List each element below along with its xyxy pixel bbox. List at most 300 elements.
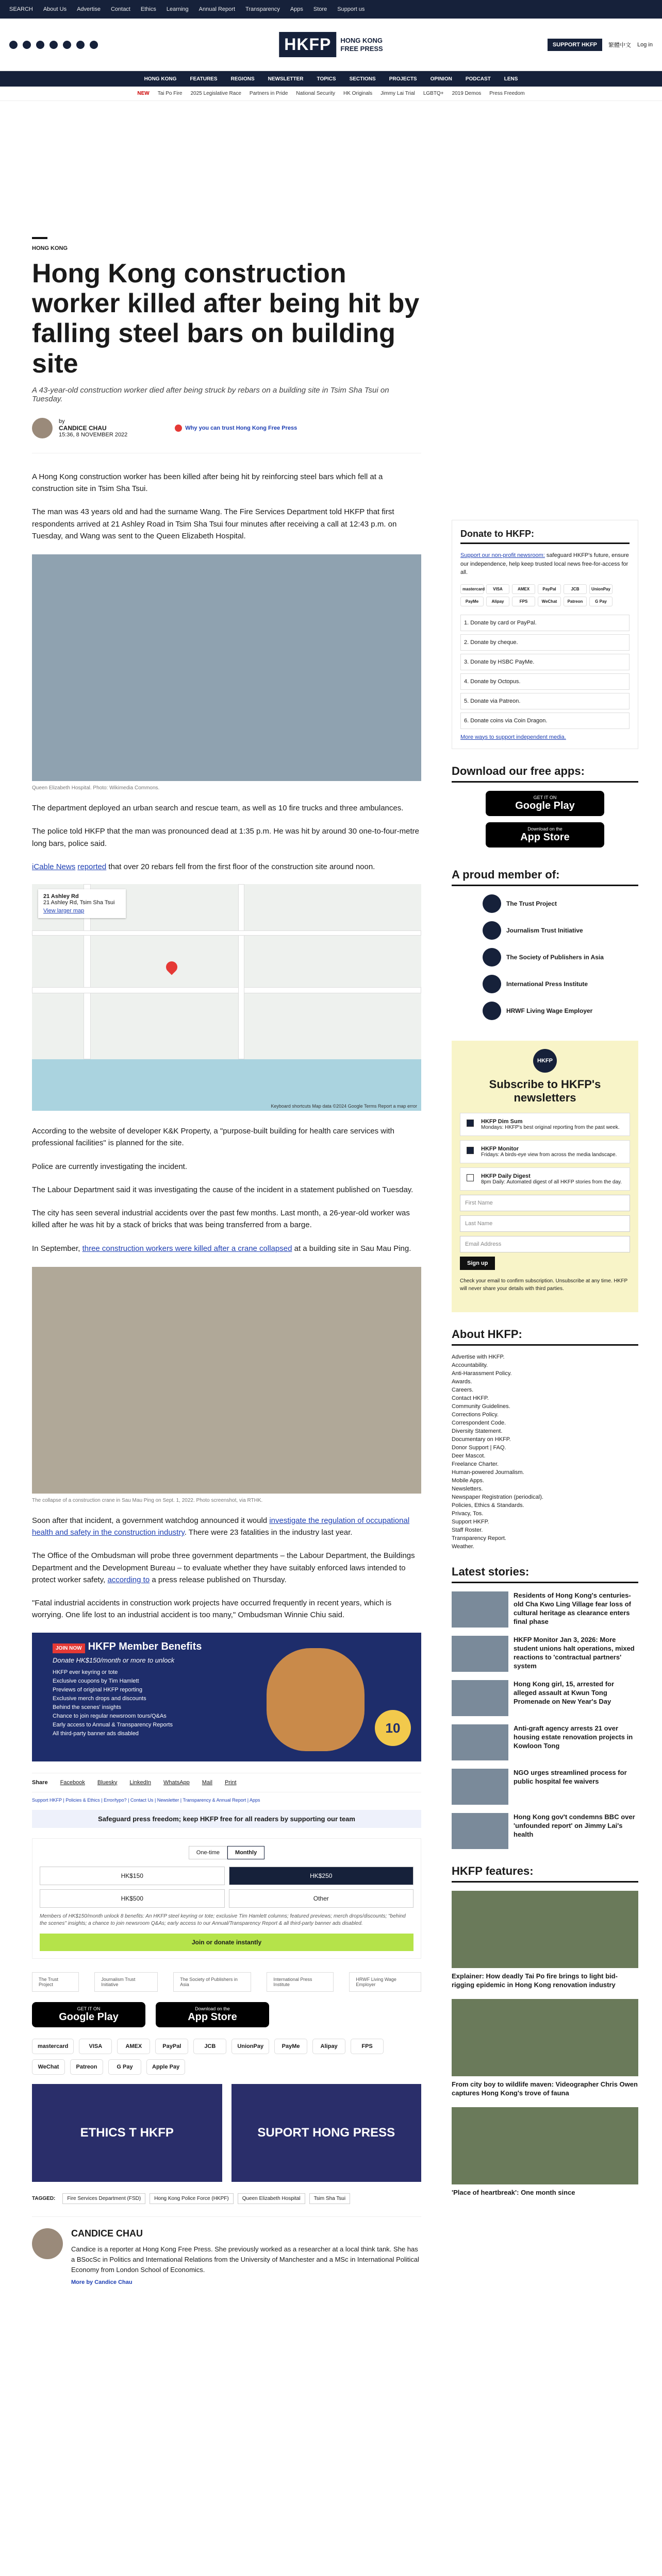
join-now-badge[interactable]: JOIN NOW — [53, 1643, 85, 1653]
paragraph-text: The Office of the Ombudsman will probe three government departments – the Labour Department, the Buildings Department and the Development Bureau – to evaluate whether they have suitably enforced laws intended to protect worker safety, — [32, 1551, 415, 1584]
topbar-link[interactable]: Annual Report — [198, 6, 235, 12]
member-icon — [483, 921, 501, 940]
paragraph: Police are currently investigating the incident. — [32, 1162, 187, 1171]
paragraph — [32, 1515, 421, 1539]
embedded-map[interactable] — [32, 884, 421, 1111]
paragraph: The police told HKFP that the man was pronounced dead at 1:35 p.m. He was hit by around 30 one-to-four-metre long bars, police said. — [32, 827, 419, 848]
support-callout[interactable]: Safeguard press freedom; keep HKFP free for all readers by supporting our team — [32, 1810, 421, 1828]
paragraph-text: that over 20 rebars fell from the first floor of the construction site around noon. — [106, 862, 375, 871]
newsletter-option[interactable] — [460, 1167, 630, 1191]
topbar-link[interactable]: Learning — [166, 6, 189, 12]
about-link[interactable]: Corrections Policy. — [452, 1412, 499, 1418]
topbar-link[interactable]: Ethics — [140, 6, 156, 12]
badge-small-text: GET IT ON — [77, 2006, 101, 2011]
map-address: 21 Ashley Rd, Tsim Sha Tsui — [43, 900, 115, 906]
trending-link[interactable]: HK Originals — [343, 91, 373, 96]
donate-option[interactable]: 3. Donate by HSBC PayMe. — [460, 654, 630, 670]
signup-button[interactable]: Sign up — [460, 1257, 495, 1270]
about-link[interactable]: Deer Mascot. — [452, 1453, 486, 1460]
story-thumbnail — [452, 1591, 508, 1628]
feature-item[interactable] — [452, 1891, 638, 1990]
payment-logo: PayPal — [155, 2039, 188, 2054]
about-link[interactable]: Careers. — [452, 1387, 474, 1394]
newsletter-title: Subscribe to HKFP's newsletters — [489, 1077, 601, 1104]
byline-prefix: by — [59, 418, 65, 425]
search-link[interactable]: SEARCH — [9, 6, 33, 12]
story-headline: Hong Kong gov't condemns BBC over 'unfounded report' on Jimmy Lai's health — [514, 1813, 635, 1839]
partner-logo[interactable]: Journalism Trust Initiative — [94, 1972, 158, 1992]
top-utility-bar — [0, 0, 662, 19]
about-link[interactable]: Privacy, Tos. — [452, 1511, 484, 1517]
google-play-button[interactable] — [32, 2002, 145, 2027]
member-icon — [483, 948, 501, 967]
about-link[interactable]: Anti-Harassment Policy. — [452, 1370, 512, 1377]
app-store-button[interactable] — [156, 2002, 269, 2027]
share-mail[interactable]: Mail — [202, 1779, 212, 1786]
facebook-icon[interactable] — [9, 41, 18, 49]
author-name[interactable]: CANDICE CHAU — [59, 424, 107, 432]
more-by-author-link[interactable]: More by Candice Chau — [71, 2279, 133, 2286]
paragraph-text: Soon after that incident, a government watchdog announced it would — [32, 1516, 270, 1525]
language-link[interactable]: 繁體中文 — [608, 42, 632, 48]
share-label: Share — [32, 1779, 48, 1786]
benefit-item: Behind the scenes' insights — [53, 1704, 121, 1710]
donate-text — [460, 551, 630, 577]
share-bar — [32, 1773, 421, 1792]
payment-logo: UnionPay — [589, 584, 613, 594]
story-headline: Residents of Hong Kong's centuries-old Cha Kwo Ling Village fear loss of cultural heritage as clearance enters final phase — [514, 1591, 632, 1625]
donate-option[interactable]: 4. Donate by Octopus. — [460, 673, 630, 690]
nav-item[interactable]: OPINION — [430, 76, 452, 82]
about-link[interactable]: Accountability. — [452, 1362, 488, 1369]
new-badge: NEW — [137, 91, 150, 96]
trending-link[interactable]: Jimmy Lai Trial — [380, 91, 415, 96]
support-banner[interactable]: SUPORT HONG PRESS — [231, 2084, 422, 2182]
amount-option[interactable]: Other — [229, 1889, 414, 1908]
payment-logo: Apple Pay — [146, 2059, 185, 2075]
paragraph: The city has seen several industrial accidents over the past few months. Last month, a 26-year-old worker was killed after he was hit by a stack of bricks that was being transferred from a barge. — [32, 1209, 410, 1230]
frequency-toggle — [40, 1846, 413, 1859]
benefit-item: Chance to join regular newsroom tours/Q&As — [53, 1713, 167, 1719]
amount-options — [40, 1867, 413, 1908]
payment-logo: JCB — [564, 584, 587, 594]
donate-option[interactable]: 5. Donate via Patreon. — [460, 693, 630, 709]
benefit-item: Exclusive merch drops and discounts — [53, 1695, 146, 1702]
badge-small-text: Download on the — [195, 2006, 230, 2011]
more-ways-link[interactable]: More ways to support independent media. — [460, 734, 566, 740]
about-link[interactable]: Human-powered Journalism. — [452, 1469, 524, 1476]
donate-description: safeguard HKFP's future, ensure our independence, help keep trusted local news free-for-access for all. — [460, 552, 629, 575]
partner-logo[interactable]: HRWF Living Wage Employer — [349, 1972, 421, 1992]
story-item[interactable] — [452, 1813, 638, 1849]
bluesky-icon[interactable] — [90, 41, 98, 49]
logo-line: FREE PRESS — [340, 44, 383, 53]
story-headline: NGO urges streamlined process for public hospital fee waivers — [514, 1769, 627, 1786]
photo-caption: The collapse of a construction crane in Sau Mau Ping on Sept. 1, 2022. Photo screenshot, via RTHK. — [32, 1497, 263, 1503]
publish-date: 15:36, 8 NOVEMBER 2022 — [59, 431, 128, 438]
story-thumbnail — [452, 1724, 508, 1760]
payment-logo: mastercard — [32, 2039, 74, 2054]
member-label: HRWF Living Wage Employer — [506, 1007, 593, 1014]
member-label: The Society of Publishers in Asia — [506, 953, 604, 961]
share-facebook[interactable]: Facebook — [60, 1779, 85, 1786]
hkfp-badge-icon — [175, 425, 182, 432]
donate-link[interactable]: Support our non-profit newsroom: — [460, 552, 545, 558]
payment-logo: FPS — [512, 597, 535, 606]
payment-logo: WeChat — [538, 597, 561, 606]
author-box — [32, 2216, 421, 2285]
anniversary-badge: 10 — [375, 1710, 411, 1746]
ethics-banner[interactable]: ETHICS T HKFP — [32, 2084, 222, 2182]
checkbox-checked[interactable] — [467, 1120, 474, 1127]
newsletter-option[interactable] — [460, 1140, 630, 1163]
social-icons — [9, 41, 98, 49]
about-link[interactable]: Advertise with HKFP. — [452, 1354, 505, 1361]
share-print[interactable]: Print — [224, 1779, 237, 1786]
sidebar — [452, 520, 638, 2207]
nav-item[interactable]: PODCAST — [465, 76, 491, 82]
payment-logo: JCB — [193, 2039, 226, 2054]
member-icon — [483, 1002, 501, 1020]
feature-item[interactable] — [452, 1999, 638, 2098]
apps-title: Download our free apps: — [452, 765, 638, 783]
topbar-link[interactable]: Advertise — [77, 6, 101, 12]
member-icon — [483, 975, 501, 993]
map-info-card — [38, 889, 126, 918]
badge-label: App Store — [520, 831, 570, 843]
about-link[interactable]: Newspaper Registration (periodical). — [452, 1494, 543, 1501]
payment-logo: G Pay — [108, 2059, 141, 2075]
story-headline: Anti-graft agency arrests 21 over housing estate renovation projects in Kowloon Tong — [514, 1724, 633, 1750]
topbar-link[interactable]: Apps — [290, 6, 303, 12]
photo-caption: Queen Elizabeth Hospital. Photo: Wikimedia Commons. — [32, 785, 160, 791]
join-donate-button[interactable]: Join or donate instantly — [40, 1934, 413, 1951]
benefit-item: Exclusive coupons by Tim Hamlett — [53, 1677, 139, 1684]
member-logo[interactable] — [483, 1002, 638, 1020]
story-thumbnail — [452, 1636, 508, 1672]
partner-logos — [32, 1972, 421, 1992]
topbar-link[interactable]: Store — [313, 6, 327, 12]
article-lede: A 43-year-old construction worker died after being struck by rebars on a building site in Tsim Sha Tsui on Tuesday. — [32, 385, 389, 403]
hospital-photo — [32, 554, 421, 781]
payment-logo: WeChat — [32, 2059, 65, 2075]
payment-logo: VISA — [486, 584, 509, 594]
newsletter-desc: Mondays: HKFP's best original reporting from the past week. — [481, 1125, 620, 1131]
article-footer-links[interactable]: Support HKFP | Policies & Ethics | Error/typo? | Contact Us | Newsletter | Transparency & Annual Report | Apps — [32, 1797, 260, 1803]
newsletter-name: HKFP Daily Digest — [481, 1173, 531, 1180]
divider — [32, 237, 47, 239]
trust-link[interactable] — [175, 425, 297, 432]
trust-link-label: Why you can trust Hong Kong Free Press — [185, 425, 297, 431]
trending-link[interactable]: 2025 Legislative Race — [190, 91, 241, 96]
app-store-button[interactable] — [486, 822, 604, 848]
support-button[interactable]: SUPPORT HKFP — [548, 39, 602, 51]
payment-logo: Patreon — [564, 597, 587, 606]
payment-logo: Patreon — [70, 2059, 103, 2075]
newsletter-logo: HKFP — [533, 1049, 557, 1073]
about-link[interactable]: Community Guidelines. — [452, 1403, 510, 1410]
donate-title: Donate to HKFP: — [460, 529, 630, 544]
payment-logo: PayMe — [460, 597, 484, 606]
badge-label: Google Play — [515, 800, 575, 811]
paragraph-text: at a building site in Sau Mau Ping. — [292, 1244, 411, 1253]
feature-image — [452, 1891, 638, 1968]
member-logo[interactable] — [483, 948, 638, 967]
map-road — [238, 884, 244, 1059]
paragraph: "Fatal industrial accidents in construction work projects have occurred frequently in recent years, which is worrying. One life lost to an industrial accident is too many," Ombudsman Winnie Chiu said. — [32, 1599, 392, 1620]
newsletter-name: HKFP Dim Sum — [481, 1118, 523, 1125]
promo-banners — [32, 2084, 421, 2182]
paragraph-text: In September, — [32, 1244, 82, 1253]
paragraph: The man was 43 years old and had the surname Wang. The Fire Services Department told HKFP that first respondents arrived at 21 Ashley Road in Tsim Sha Tsui four minutes after receiving a call at 12:43 p.m. on Tuesday, and Wang was sent to the Queen Elizabeth Hospital. — [32, 507, 397, 540]
badge-label: App Store — [188, 2011, 237, 2023]
member-logo[interactable] — [483, 975, 638, 993]
checkbox[interactable] — [467, 1174, 474, 1181]
member-title: A proud member of: — [452, 868, 638, 886]
map-larger-link[interactable]: View larger map — [43, 908, 85, 914]
paragraph: A Hong Kong construction worker has been killed after being hit by reinforcing steel bars which fell at a construction site in Tsim Sha Tsui. — [32, 472, 383, 494]
nav-item[interactable]: REGIONS — [230, 76, 255, 82]
deer-mascot — [267, 1648, 365, 1751]
benefit-item: HKFP ever keyring or tote — [53, 1669, 118, 1675]
about-link[interactable]: Weather. — [452, 1544, 474, 1550]
map-road — [32, 987, 421, 993]
membership-subtitle: Donate HK$150/month or more to unlock — [53, 1656, 175, 1664]
inline-link[interactable]: reported — [77, 862, 107, 871]
donate-option[interactable]: 1. Donate by card or PayPal. — [460, 615, 630, 631]
donate-panel — [452, 520, 638, 749]
member-logo[interactable] — [483, 894, 638, 913]
partner-logo[interactable]: The Society of Publishers in Asia — [173, 1972, 251, 1992]
amount-option[interactable]: HK$150 — [40, 1867, 225, 1885]
story-item[interactable] — [452, 1769, 638, 1805]
about-link[interactable]: Staff Roster. — [452, 1527, 483, 1534]
app-store-buttons — [32, 2002, 421, 2027]
story-thumbnail — [452, 1769, 508, 1805]
membership-title: HKFP Member Benefits — [88, 1640, 202, 1652]
newsletter-desc: 8pm Daily: Automated digest of all HKFP stories from the day. — [481, 1179, 622, 1185]
trending-link[interactable]: Partners in Pride — [249, 91, 288, 96]
badge-small-text: Download on the — [527, 826, 562, 832]
paragraph-text: . There were 23 fatalities in the industry last year. — [184, 1528, 353, 1537]
crane-collapse-photo — [32, 1267, 421, 1494]
trending-link[interactable]: National Security — [296, 91, 335, 96]
payment-logo: Alipay — [486, 597, 509, 606]
badge-label: Google Play — [59, 2011, 119, 2023]
first-name-field[interactable]: First Name — [460, 1195, 630, 1211]
tag[interactable]: Fire Services Department (FSD) — [62, 2193, 145, 2204]
newsletter-signup — [452, 1041, 638, 1313]
latest-title: Latest stories: — [452, 1565, 638, 1583]
map-place-name: 21 Ashley Rd — [43, 893, 79, 900]
payment-logo: AMEX — [117, 2039, 150, 2054]
trending-link[interactable]: Tai Po Fire — [157, 91, 183, 96]
about-link[interactable]: Policies, Ethics & Standards. — [452, 1502, 524, 1509]
trending-bar — [0, 87, 662, 101]
newsletter-desc: Fridays: A birds-eye view from across the media landscape. — [481, 1152, 617, 1158]
payment-logo: mastercard — [460, 584, 484, 594]
amount-option[interactable]: HK$500 — [40, 1889, 225, 1908]
site-header — [0, 19, 662, 71]
payment-methods — [32, 2039, 421, 2075]
payment-logo: FPS — [351, 2039, 384, 2054]
newsletter-option[interactable] — [460, 1113, 630, 1136]
linkedin-icon[interactable] — [63, 41, 71, 49]
story-item[interactable] — [452, 1636, 638, 1672]
inline-link[interactable]: investigate the regulation of occupational health and safety in the construction industry — [32, 1516, 410, 1537]
main-nav — [0, 71, 662, 87]
map-pin-icon[interactable] — [163, 959, 179, 975]
one-time-tab[interactable]: One-time — [189, 1846, 227, 1859]
feature-headline: 'Place of heartbreak': One month since — [452, 2188, 575, 2196]
login-link[interactable]: Log in — [637, 41, 653, 48]
article-title: Hong Kong construction worker killed after being hit by falling steel bars on building site — [32, 259, 420, 379]
payment-logo: AMEX — [512, 584, 535, 594]
feature-headline: Explainer: How deadly Tai Po fire brings to light bid-rigging epidemic in Hong Kong renovation industry — [452, 1972, 618, 1989]
paragraph — [32, 861, 421, 873]
email-field[interactable]: Email Address — [460, 1236, 630, 1252]
trending-link[interactable]: Press Freedom — [489, 91, 525, 96]
paragraph — [32, 1243, 421, 1255]
feature-item[interactable] — [452, 2107, 638, 2197]
member-logo[interactable] — [483, 921, 638, 940]
about-link[interactable]: Documentary on HKFP. — [452, 1436, 511, 1443]
google-play-button[interactable] — [486, 791, 604, 816]
story-headline: HKFP Monitor Jan 3, 2026: More student unions halt operations, mixed reactions to 'contractual partners' system — [514, 1636, 635, 1670]
author-box-name[interactable]: CANDICE CHAU — [71, 2228, 143, 2239]
benefit-item: All third-party banner ads disabled — [53, 1730, 139, 1737]
about-link[interactable]: Awards. — [452, 1379, 472, 1385]
share-bluesky[interactable]: Bluesky — [97, 1779, 118, 1786]
trending-link[interactable]: LGBTQ+ — [423, 91, 444, 96]
x-icon[interactable] — [23, 41, 31, 49]
story-headline: Hong Kong girl, 15, arrested for alleged assault at Kwun Tong Promenade on New Year's Day — [514, 1680, 615, 1706]
nav-item[interactable]: HONG KONG — [144, 76, 177, 82]
feature-image — [452, 2107, 638, 2184]
article-column — [32, 237, 421, 2285]
paragraph-text: a press release published on Thursday. — [150, 1575, 287, 1584]
topbar-link[interactable]: Support us — [337, 6, 365, 12]
donate-option[interactable]: 6. Donate coins via Coin Dragon. — [460, 713, 630, 729]
nav-item[interactable]: LENS — [504, 76, 518, 82]
topbar-link[interactable]: Contact — [110, 6, 130, 12]
about-link[interactable]: Newsletters. — [452, 1486, 483, 1493]
tag[interactable]: Tsim Sha Tsui — [309, 2193, 351, 2204]
feature-image — [452, 1999, 638, 2076]
paragraph: According to the website of developer K&K Property, a "purpose-built building for health care services with professional facilities" is planned for the site. — [32, 1127, 394, 1148]
tag-list — [32, 2193, 421, 2204]
partner-logo[interactable]: International Press Institute — [267, 1972, 334, 1992]
author-avatar[interactable] — [32, 418, 53, 438]
author-avatar[interactable] — [32, 2228, 63, 2259]
nav-item[interactable]: FEATURES — [190, 76, 218, 82]
author-bio: Candice is a reporter at Hong Kong Free Press. She previously worked as a researcher at a local think tank. She has a BSocSc in Politics and International Relations from the University of Manchester and a MSc in International Political Economy from London School of Economics. — [71, 2245, 419, 2274]
last-name-field[interactable]: Last Name — [460, 1215, 630, 1232]
nav-item[interactable]: PROJECTS — [389, 76, 417, 82]
payment-logos — [460, 584, 630, 606]
topbar-link[interactable]: About Us — [43, 6, 67, 12]
about-link[interactable]: Mobile Apps. — [452, 1478, 484, 1484]
member-label: Journalism Trust Initiative — [506, 926, 583, 934]
story-item[interactable] — [452, 1724, 638, 1760]
instagram-icon[interactable] — [36, 41, 44, 49]
membership-banner[interactable] — [32, 1633, 421, 1761]
trending-link[interactable]: 2019 Demos — [452, 91, 482, 96]
feature-headline: From city boy to wildlife maven: Videographer Chris Owen captures Hong Kong's trove of fauna — [452, 2080, 638, 2097]
story-thumbnail — [452, 1813, 508, 1849]
about-link[interactable]: Contact HKFP. — [452, 1395, 489, 1402]
about-link[interactable]: Freelance Charter. — [452, 1461, 499, 1468]
share-linkedin[interactable]: LinkedIn — [129, 1779, 152, 1786]
inline-link[interactable]: three construction workers were killed after a crane collapsed — [82, 1244, 292, 1253]
about-link[interactable]: Support HKFP. — [452, 1519, 489, 1526]
donate-option[interactable]: 2. Donate by cheque. — [460, 634, 630, 651]
about-link[interactable]: Diversity Statement. — [452, 1428, 503, 1435]
inline-link[interactable]: according to — [107, 1575, 150, 1584]
paragraph: The Labour Department said it was investigating the cause of the incident in a statement published on Tuesday. — [32, 1185, 413, 1194]
story-item[interactable] — [452, 1680, 638, 1716]
nav-item[interactable]: NEWSLETTER — [268, 76, 304, 82]
benefit-item: Early access to Annual & Transparency Reports — [53, 1721, 173, 1728]
payment-logo: PayMe — [274, 2039, 307, 2054]
partner-logo[interactable]: The Trust Project — [32, 1972, 79, 1992]
paragraph: The department deployed an urban search and rescue team, as well as 10 fire trucks and three ambulances. — [32, 804, 404, 813]
about-title: About HKFP: — [452, 1328, 638, 1346]
member-label: International Press Institute — [506, 980, 588, 988]
harbour-water — [32, 1059, 421, 1111]
newsletter-note: Check your email to confirm subscription. Unsubscribe at any time. HKFP will never share your details with third parties. — [460, 1278, 627, 1292]
badge-small-text: GET IT ON — [533, 794, 557, 800]
amount-option-selected[interactable]: HK$250 — [229, 1867, 414, 1885]
membership-fineprint: Members of HK$150/month unlock 8 benefits: An HKFP steel keyring or tote; exclusive Tim Hamlett columns; featured previews; merch drops/discounts; "behind the scenes" insights; a chance to join newsroom Q&As; early access to our Annual/Transparency Report & all third-party banner ads disabled. — [40, 1913, 406, 1926]
share-whatsapp[interactable]: WhatsApp — [163, 1779, 190, 1786]
newsletter-name: HKFP Monitor — [481, 1146, 519, 1153]
features-title: HKFP features: — [452, 1865, 638, 1883]
youtube-icon[interactable] — [49, 41, 58, 49]
about-link[interactable]: Correspondent Code. — [452, 1420, 506, 1427]
payment-logo: VISA — [79, 2039, 112, 2054]
tag[interactable]: Queen Elizabeth Hospital — [238, 2193, 305, 2204]
article-category[interactable]: HONG KONG — [32, 245, 68, 251]
payment-logo: G Pay — [589, 597, 613, 606]
member-label: The Trust Project — [506, 900, 557, 907]
topbar-link[interactable]: Transparency — [245, 6, 280, 12]
benefit-item: Previews of original HKFP reporting — [53, 1686, 143, 1693]
about-link[interactable]: Transparency Report. — [452, 1535, 506, 1542]
map-footer: Keyboard shortcuts Map data ©2024 Google Terms Report a map error — [271, 1104, 417, 1109]
monthly-tab[interactable]: Monthly — [227, 1846, 264, 1859]
payment-logo: Alipay — [312, 2039, 345, 2054]
site-logo[interactable] — [279, 32, 383, 57]
about-list — [452, 1354, 638, 1550]
story-item[interactable] — [452, 1591, 638, 1628]
map-road — [32, 930, 421, 936]
threads-icon[interactable] — [76, 41, 85, 49]
logo-line: HONG KONG — [340, 36, 383, 44]
about-link[interactable]: Donor Support | FAQ. — [452, 1445, 506, 1451]
tags-label: TAGGED: — [32, 2195, 56, 2201]
byline — [32, 418, 421, 453]
story-thumbnail — [452, 1680, 508, 1716]
logo-mark: HKFP — [279, 32, 336, 57]
nav-item[interactable]: SECTIONS — [349, 76, 376, 82]
donation-widget — [32, 1838, 421, 1959]
tag[interactable]: Hong Kong Police Force (HKPF) — [150, 2193, 234, 2204]
inline-link[interactable]: iCable News — [32, 862, 76, 871]
member-icon — [483, 894, 501, 913]
nav-item[interactable]: TOPICS — [317, 76, 336, 82]
checkbox-checked[interactable] — [467, 1147, 474, 1154]
